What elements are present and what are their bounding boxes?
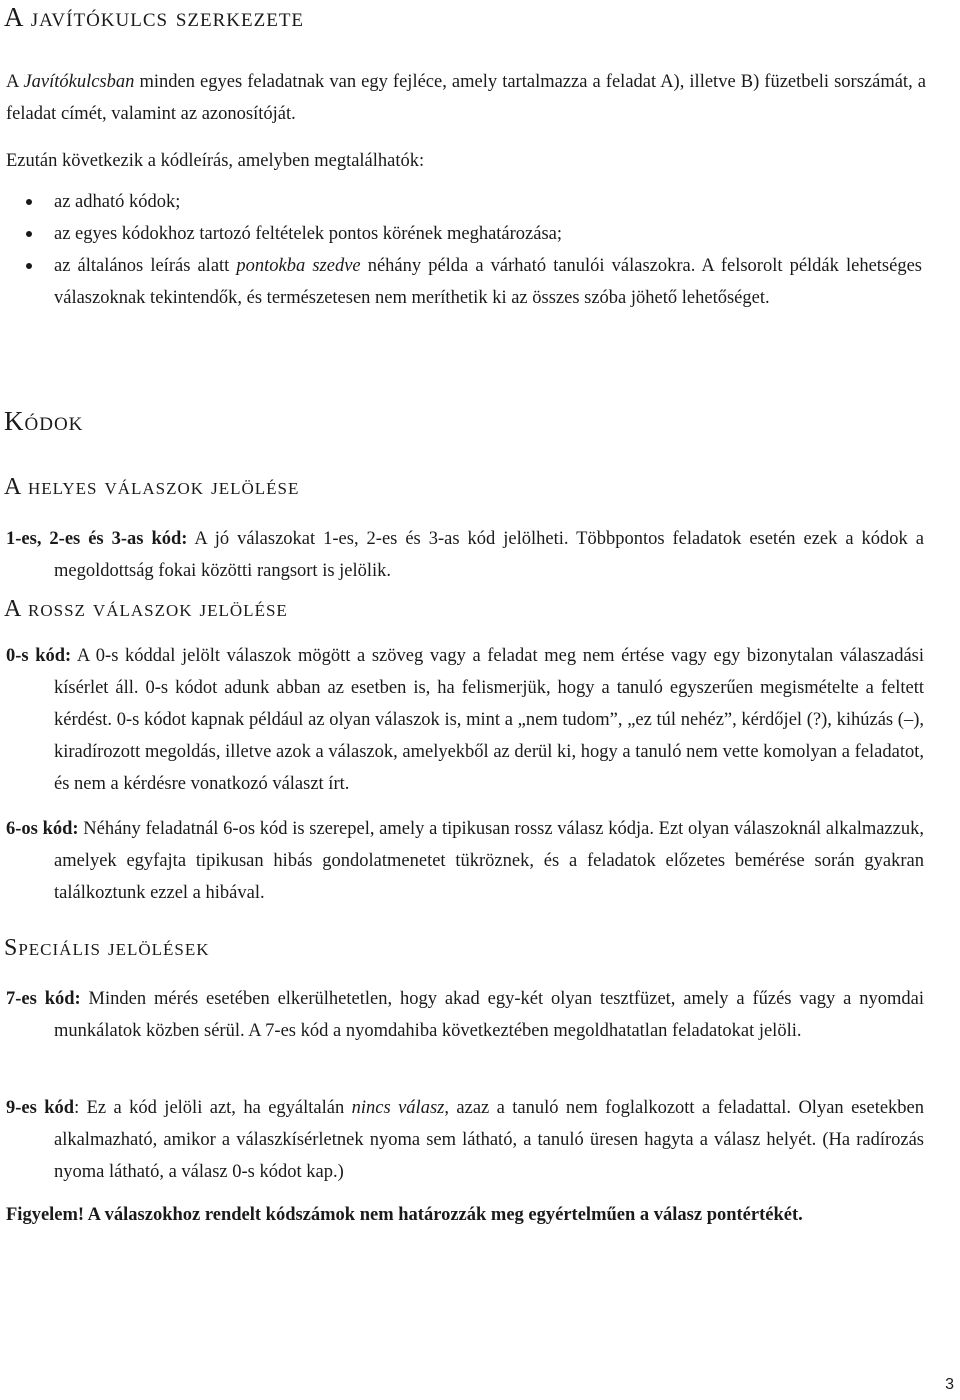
- code-text: A jó válaszokat 1-es, 2-es és 3-as kód jelölheti. Többpontos feladatok esetén ezek a kódok a megoldottság fokai közötti rangsort is jelölik.: [54, 529, 924, 581]
- code-label: 9-es kód: [6, 1098, 75, 1118]
- section-heading-kodok: Kódok: [4, 406, 84, 436]
- bullet-text: az adható kódok;: [54, 192, 181, 212]
- code-text: Minden mérés esetében elkerülhetetlen, hogy akad egy-két olyan tesztfüzet, amely a fűzés vagy a nyomdai munkálatok közben sérül. A 7-es kód a nyomdahiba következtében megoldhatatlan feladatokat jelöli.: [54, 989, 924, 1041]
- bullet-text-part: néhány példa a várható tanulói válaszokra. A felsorolt példák lehetséges válaszoknak tekintendők, és természetesen nem meríthetik ki az összes szóba jöhető lehetőséget.: [54, 256, 922, 308]
- bullet-text-italic: pontokba szedve: [236, 256, 361, 276]
- code-definition-6: [6, 813, 924, 909]
- subheading-specialis: Speciális jelölések: [4, 935, 210, 961]
- bullet-icon: [26, 231, 32, 237]
- intro-italic: Javítókulcsban: [23, 72, 135, 92]
- code-text: : Ez a kód jelöli azt, ha egyáltalán: [74, 1098, 352, 1118]
- code-text: , azaz a tanuló nem foglalkozott a feladattal. Olyan esetekben alkalmazható, amikor a válaszkísérletnek nyoma sem látható, a tanuló üresen hagyta a válasz helyét. (Ha radírozás nyoma látható, a válasz 0-s kódot kap.): [54, 1098, 924, 1182]
- intro-paragraph: [6, 66, 926, 130]
- intro-text-cont: minden egyes feladatnak van egy fejléce, amely tartalmazza a feladat A), illetve B) füzetbeli sorszámát, a feladat címét, valamint az azonosítóját.: [6, 72, 926, 124]
- code-label: 0-s kód:: [6, 646, 72, 666]
- subheading-helyes: A helyes válaszok jelölése: [4, 474, 300, 500]
- code-text-italic: nincs válasz: [351, 1098, 445, 1118]
- code-definition-7: [6, 983, 924, 1047]
- code-paragraph: [6, 1092, 924, 1188]
- code-paragraph: [6, 523, 924, 587]
- code-label: 1-es, 2-es és 3-as kód:: [6, 529, 188, 549]
- code-text: Néhány feladatnál 6-os kód is szerepel, amely a tipikusan rossz válasz kódja. Ezt olyan válaszoknál alkalmazzuk, amelyek egyfajta tipikusan hibás gondolatmenetet tükröznek, és a feladatok előzetes bemérése során gyakran találkoztunk ezzel a hibával.: [54, 819, 924, 903]
- warning-note: Figyelem! A válaszokhoz rendelt kódszámok nem határozzák meg egyértelműen a válasz pontértékét.: [6, 1205, 803, 1225]
- bullet-text-part: az általános leírás alatt: [54, 256, 237, 276]
- code-paragraph: [6, 983, 924, 1047]
- code-label: 6-os kód:: [6, 819, 79, 839]
- code-text: A 0-s kóddal jelölt válaszok mögött a szöveg vagy a feladat meg nem értése vagy egy bizonytalan válaszadási kísérlet áll. 0-s kódot adunk abban az esetben is, ha felismerjük, hogy a tanuló egyszerűen megismételte a feltett kérdést. 0-s kódot kapnak például az olyan válaszok is, mint a „nem tudom”, „ez túl nehéz”, kérdőjel (?), kihúzás (–), kiradírozott megoldás, illetve azok a válaszok, amelyekből az derül ki, hogy a tanuló nem vette komolyan a feladatot, és nem a kérdésre vonatkozó választ írt.: [54, 646, 924, 794]
- bullet-icon: [26, 199, 32, 205]
- code-definition-123: [6, 523, 924, 587]
- bullet-icon: [26, 263, 32, 269]
- bullet-text: [54, 250, 922, 314]
- code-paragraph: [6, 813, 924, 909]
- intro-paragraph-2: Ezután következik a kódleírás, amelyben megtalálhatók:: [6, 151, 425, 171]
- code-definition-0: [6, 640, 924, 800]
- code-paragraph: [6, 640, 924, 800]
- subheading-rossz: A rossz válaszok jelölése: [4, 596, 288, 622]
- page-number: 3: [945, 1376, 954, 1393]
- bullet-text: az egyes kódokhoz tartozó feltételek pontos körének meghatározása;: [54, 224, 563, 244]
- page-title: A javítókulcs szerkezete: [4, 2, 305, 32]
- code-definition-9: [6, 1092, 924, 1188]
- intro-text: A: [6, 72, 24, 92]
- code-label: 7-es kód:: [6, 989, 81, 1009]
